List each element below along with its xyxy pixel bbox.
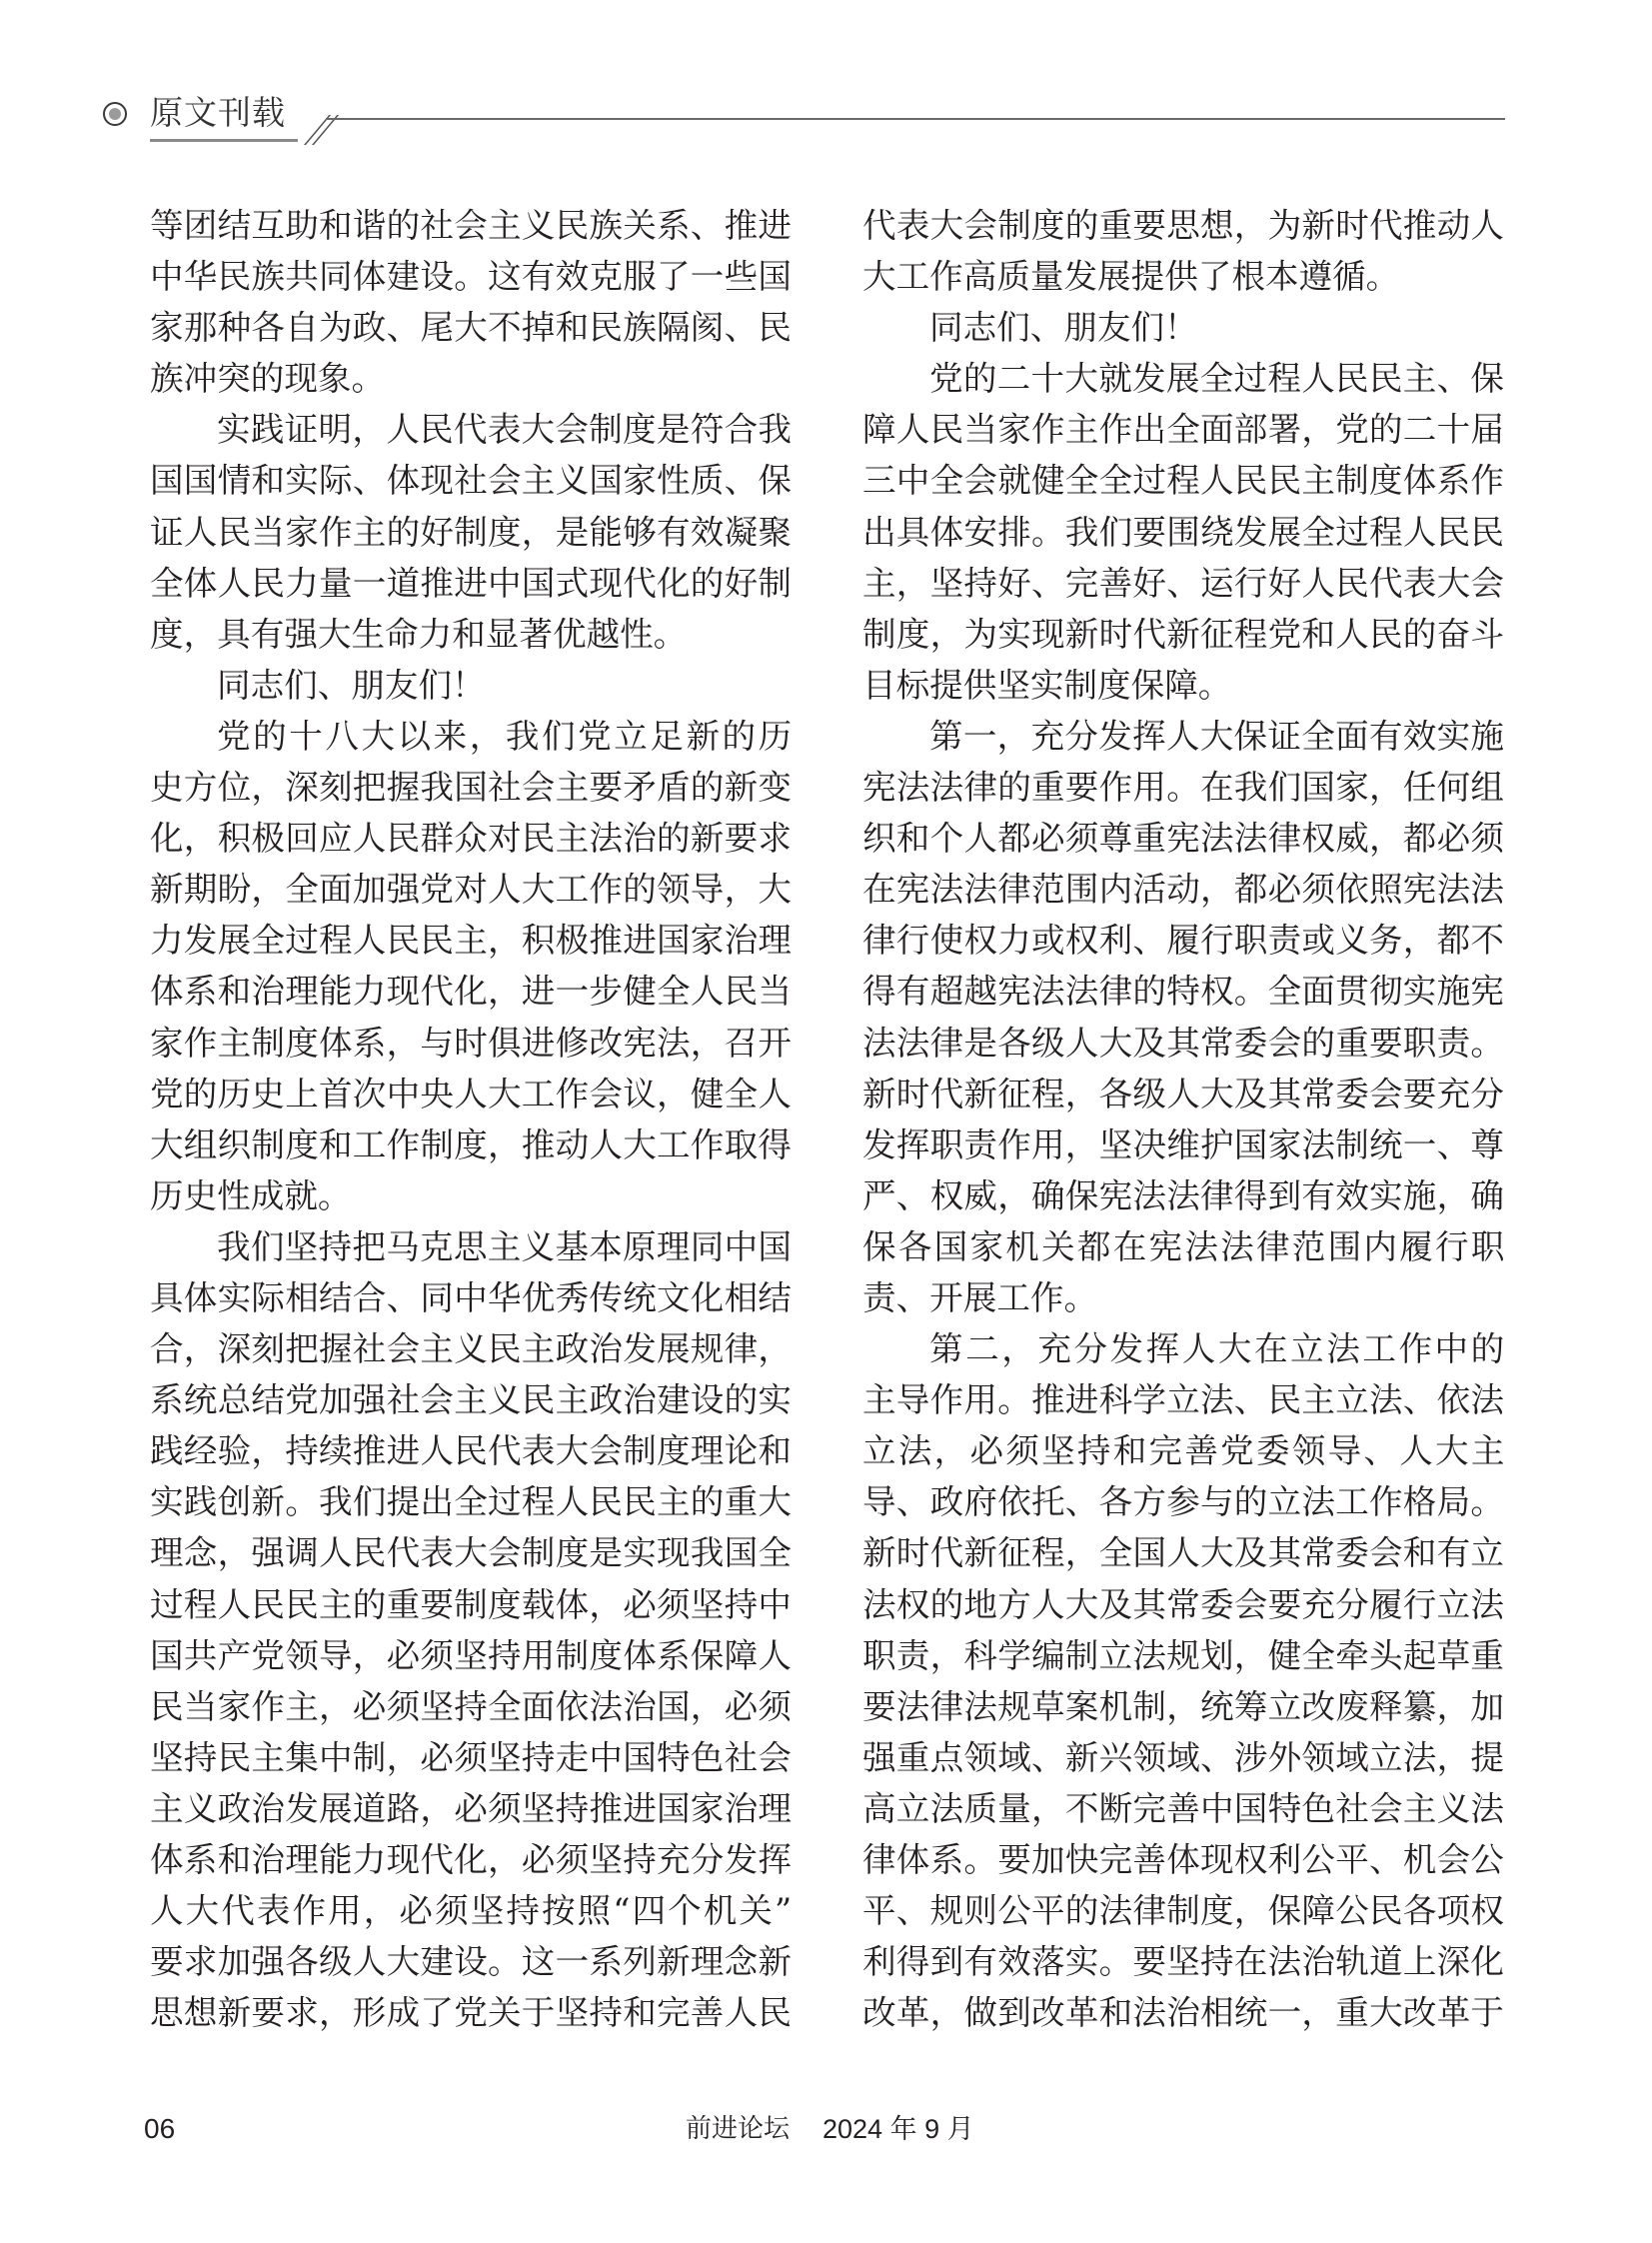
header-rule <box>326 118 1505 120</box>
text-line: 责、开展工作。 <box>862 1277 1098 1317</box>
text-line: 过程人民民主的重要制度载体，必须坚持中 <box>150 1584 793 1624</box>
paragraph-first-line: 第一，充分发挥人大保证全面有效实施 <box>929 716 1505 756</box>
text-line: 坚持民主集中制，必须坚持走中国特色社会 <box>150 1737 793 1777</box>
text-line: 要法律法规草案机制，统筹立改废释纂，加 <box>862 1686 1505 1726</box>
text-line: 等团结互助和谐的社会主义民族关系、推进 <box>150 206 793 245</box>
text-line: 导、政府依托、各方参与的立法工作格局。 <box>862 1482 1505 1522</box>
text-column-left <box>150 200 795 2038</box>
text-line: 新期盼，全面加强党对人大工作的领导，大 <box>150 870 793 910</box>
text-line: 出具体安排。我们要围绕发展全过程人民民 <box>862 512 1505 552</box>
text-line: 律行使权力或权利、履行职责或义务，都不 <box>862 921 1505 961</box>
text-line: 要求加强各级人大建设。这一系列新理念新 <box>150 1942 793 1982</box>
text-line: 证人民当家作主的好制度，是能够有效凝聚 <box>150 512 793 552</box>
text-line: 合，深刻把握社会主义民主政治发展规律， <box>150 1329 793 1369</box>
paragraph-first-line: 党的二十大就发展全过程人民民主、保 <box>929 359 1505 399</box>
text-line: 践经验，持续推进人民代表大会制度理论和 <box>150 1431 793 1471</box>
text-line: 立法，必须坚持和完善党委领导、人大主 <box>862 1431 1507 1471</box>
text-line: 法权的地方人大及其常委会要充分履行立法 <box>862 1584 1505 1624</box>
header-underline <box>150 139 298 142</box>
text-line: 族冲突的现象。 <box>150 359 386 399</box>
paragraph-first-line: 党的十八大以来，我们党立足新的历 <box>217 716 795 756</box>
text-line: 化，积极回应人民群众对民主法治的新要求 <box>150 819 793 859</box>
text-line: 系统总结党加强社会主义民主政治建设的实 <box>150 1380 793 1420</box>
text-line: 得有超越宪法法律的特权。全面贯彻实施宪 <box>862 972 1505 1012</box>
text-line: 在宪法法律范围内活动，都必须依照宪法法 <box>862 870 1505 910</box>
text-line: 全体人民力量一道推进中国式现代化的好制 <box>150 563 793 603</box>
text-line: 代表大会制度的重要思想，为新时代推动人 <box>862 206 1505 245</box>
paragraph-first-line: 第二，充分发挥人大在立法工作中的 <box>929 1329 1507 1369</box>
text-line: 强重点领域、新兴领域、涉外领域立法，提 <box>862 1737 1505 1777</box>
text-line: 主义政治发展道路，必须坚持推进国家治理 <box>150 1788 793 1828</box>
text-line: 大工作高质量发展提供了根本遵循。 <box>862 257 1400 297</box>
text-line: 党的历史上首次中央人大工作会议，健全人 <box>150 1074 793 1114</box>
paragraph-first-line: 同志们、朋友们！ <box>929 308 1198 348</box>
paragraph-first-line: 同志们、朋友们！ <box>217 665 486 705</box>
text-line: 度，具有强大生命力和显著优越性。 <box>150 614 688 654</box>
text-line: 职责，科学编制立法规划，健全牵头起草重 <box>862 1635 1505 1675</box>
text-line: 改革，做到改革和法治相统一，重大改革于 <box>862 1993 1505 2033</box>
text-line: 障人民当家作主作出全面部署，党的二十届 <box>862 410 1505 450</box>
text-line: 高立法质量，不断完善中国特色社会主义法 <box>862 1788 1505 1828</box>
text-line: 历史性成就。 <box>150 1175 352 1215</box>
text-line: 体系和治理能力现代化，进一步健全人民当 <box>150 972 793 1012</box>
text-line: 民当家作主，必须坚持全面依法治国，必须 <box>150 1686 793 1726</box>
text-column-right <box>862 200 1507 2038</box>
text-line: 实践创新。我们提出全过程人民民主的重大 <box>150 1482 793 1522</box>
text-line: 国共产党领导，必须坚持用制度体系保障人 <box>150 1635 793 1675</box>
text-line: 人大代表作用，必须坚持按照“四个机关” <box>150 1891 795 1931</box>
text-line: 大组织制度和工作制度，推动人大工作取得 <box>150 1124 793 1164</box>
radio-circle-icon <box>103 102 127 126</box>
text-line: 平、规则公平的法律制度，保障公民各项权 <box>862 1891 1505 1931</box>
text-line: 严、权威，确保宪法法律得到有效实施，确 <box>862 1175 1505 1215</box>
text-line: 史方位，深刻把握我国社会主要矛盾的新变 <box>150 768 793 808</box>
text-line: 法法律是各级人大及其常委会的重要职责。 <box>862 1023 1505 1063</box>
text-line: 家那种各自为政、尾大不掉和民族隔阂、民 <box>150 308 793 348</box>
text-line: 国国情和实际、体现社会主义国家性质、保 <box>150 461 793 501</box>
text-line: 律体系。要加快完善体现权利公平、机会公 <box>862 1840 1505 1879</box>
paragraph-first-line: 实践证明，人民代表大会制度是符合我 <box>217 410 793 450</box>
text-line: 新时代新征程，各级人大及其常委会要充分 <box>862 1074 1505 1114</box>
text-line: 宪法法律的重要作用。在我们国家，任何组 <box>862 768 1505 808</box>
text-line: 三中全会就健全全过程人民民主制度体系作 <box>862 461 1505 501</box>
text-line: 具体实际相结合、同中华优秀传统文化相结 <box>150 1277 793 1317</box>
text-line: 家作主制度体系，与时俱进修改宪法，召开 <box>150 1023 793 1063</box>
page-number: 06 <box>144 2113 176 2144</box>
text-line: 理念，强调人民代表大会制度是实现我国全 <box>150 1533 793 1573</box>
text-line: 保各国家机关都在宪法法律范围内履行职 <box>862 1226 1507 1266</box>
issue-date: 2024 年 9 月 <box>823 2114 974 2144</box>
text-line: 力发展全过程人民民主，积极推进国家治理 <box>150 921 793 961</box>
text-line: 体系和治理能力现代化，必须坚持充分发挥 <box>150 1840 793 1879</box>
text-line: 织和个人都必须尊重宪法法律权威，都必须 <box>862 819 1505 859</box>
text-line: 中华民族共同体建设。这有效克服了一些国 <box>150 257 793 297</box>
text-line: 利得到有效落实。要坚持在法治轨道上深化 <box>862 1942 1505 1982</box>
journal-name: 前进论坛 <box>686 2114 791 2144</box>
text-line: 发挥职责作用，坚决维护国家法制统一、尊 <box>862 1124 1505 1164</box>
section-title: 原文刊载 <box>150 93 286 132</box>
text-line: 思想新要求，形成了党关于坚持和完善人民 <box>150 1993 793 2033</box>
text-line: 制度，为实现新时代新征程党和人民的奋斗 <box>862 614 1505 654</box>
text-line: 主，坚持好、完善好、运行好人民代表大会 <box>862 563 1505 603</box>
paragraph-first-line: 我们坚持把马克思主义基本原理同中国 <box>217 1226 793 1266</box>
text-line: 新时代新征程，全国人大及其常委会和有立 <box>862 1533 1505 1573</box>
text-line: 目标提供坚实制度保障。 <box>862 665 1232 705</box>
text-line: 主导作用。推进科学立法、民主立法、依法 <box>862 1380 1505 1420</box>
